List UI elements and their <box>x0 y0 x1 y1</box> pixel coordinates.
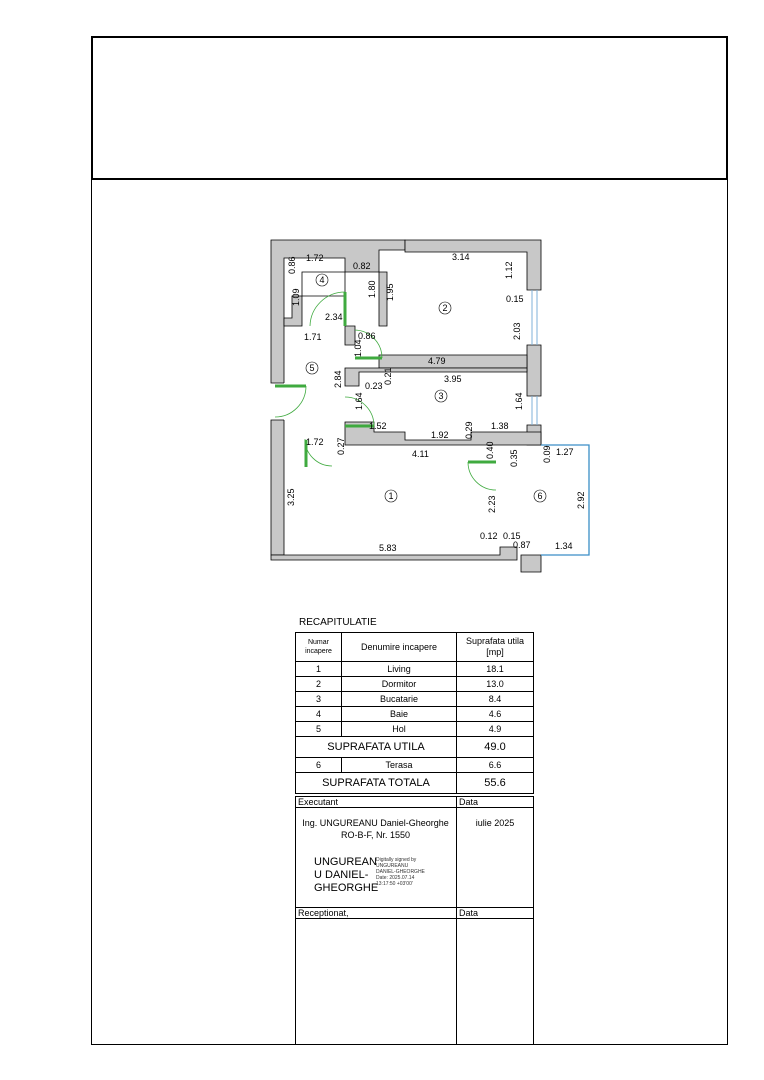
dim-label: 0.86 <box>287 256 297 274</box>
room-nr: 6 <box>296 758 342 773</box>
dim-label: 0.23 <box>365 381 383 391</box>
room-area: 6.6 <box>457 758 534 773</box>
room-area: 18.1 <box>457 662 534 677</box>
dim-label: 3.25 <box>286 488 296 506</box>
table-row <box>296 722 534 737</box>
room-nr: 1 <box>296 662 342 677</box>
walls <box>271 240 541 572</box>
dim-label: 0.86 <box>358 331 376 341</box>
dim-label: 0.35 <box>509 449 519 467</box>
util-total-row <box>296 737 534 758</box>
recap-table <box>295 632 534 794</box>
room-name: Terasa <box>342 758 457 773</box>
dim-label: 3.14 <box>452 252 470 262</box>
data-label: Data <box>459 797 479 807</box>
dim-label: 2.92 <box>576 491 586 509</box>
table-row <box>296 707 534 722</box>
date-value: iulie 2025 <box>475 818 515 828</box>
signer-name-line: UNGUREAN <box>314 856 377 868</box>
dim-label: 1.80 <box>367 280 377 298</box>
header-name: Denumire incapere <box>342 633 457 662</box>
room-area: 4.6 <box>457 707 534 722</box>
dim-label: 0.82 <box>353 261 371 271</box>
receptionat-label: Receptionat, <box>298 908 349 918</box>
dim-label: 2.23 <box>487 495 497 513</box>
dim-label: 1.52 <box>369 421 387 431</box>
table-row <box>296 677 534 692</box>
dim-label: 1.64 <box>354 392 364 410</box>
dim-label: 1.71 <box>304 332 322 342</box>
room-name: Baie <box>342 707 457 722</box>
room-nr: 2 <box>296 677 342 692</box>
recap-title: RECAPITULATIE <box>299 617 377 628</box>
room-number-3: 3 <box>438 391 444 401</box>
signer-name-line: GHEORGHE <box>314 882 379 894</box>
dim-label: 0.27 <box>336 437 346 455</box>
header-area: Suprafata utila [mp] <box>457 633 534 662</box>
grand-total-row <box>296 773 534 794</box>
dim-label: 0.09 <box>542 445 552 463</box>
signature-block <box>295 796 534 1045</box>
room-number-2: 2 <box>442 303 448 313</box>
dim-label: 1.04 <box>353 339 363 357</box>
room-area: 8.4 <box>457 692 534 707</box>
room-nr: 5 <box>296 722 342 737</box>
dimension-labels <box>286 252 586 553</box>
digital-signature-line: Digitally signed by <box>376 857 417 863</box>
room-name: Hol <box>342 722 457 737</box>
dim-label: 0.40 <box>485 441 495 459</box>
room-number-5: 5 <box>309 363 315 373</box>
dim-label: 0.15 <box>506 294 524 304</box>
util-value: 49.0 <box>457 737 534 758</box>
dim-label: 1.38 <box>491 421 509 431</box>
digital-signature-line: UNGUREANU <box>376 863 409 869</box>
room-number-1: 1 <box>388 491 394 501</box>
table-row <box>296 662 534 677</box>
table-row <box>296 692 534 707</box>
digital-signature-line: DANIEL-GHEORGHE <box>376 869 425 875</box>
dim-label: 1.34 <box>555 541 573 551</box>
room-number-4: 4 <box>319 275 325 285</box>
digital-signature-line: Date: 2025.07.14 <box>376 875 415 881</box>
total-value: 55.6 <box>457 773 534 794</box>
total-label: SUPRAFATA TOTALA <box>296 773 457 794</box>
room-number-6: 6 <box>537 491 543 501</box>
divider <box>533 796 534 1045</box>
signer-name-line: U DANIEL- <box>314 869 369 881</box>
room-name: Dormitor <box>342 677 457 692</box>
dim-label: 2.03 <box>512 322 522 340</box>
room-nr: 3 <box>296 692 342 707</box>
dim-label: 1.09 <box>291 288 301 306</box>
dim-label: 1.27 <box>556 447 574 457</box>
engineer-name: Ing. UNGUREANU Daniel-Gheorghe <box>302 818 449 828</box>
dim-label: 4.79 <box>428 356 446 366</box>
dim-label: 1.95 <box>385 283 395 301</box>
dim-label: 1.72 <box>306 437 324 447</box>
table-header-row <box>296 633 534 662</box>
room-name: Living <box>342 662 457 677</box>
dim-label: 5.83 <box>379 543 397 553</box>
header-nr: Numar incapere <box>296 633 342 662</box>
dim-label: 1.64 <box>514 392 524 410</box>
divider <box>295 918 534 919</box>
dim-label: 4.11 <box>412 449 429 459</box>
dim-label: 1.92 <box>431 430 449 440</box>
dim-label: 2.34 <box>325 312 343 322</box>
dim-label: 0.15 <box>503 531 521 541</box>
dim-label: 0.12 <box>480 531 498 541</box>
dim-label: 3.95 <box>444 374 462 384</box>
divider <box>295 807 534 808</box>
divider <box>456 796 457 1045</box>
engineer-license: RO-B-F, Nr. 1550 <box>340 830 411 840</box>
dim-label: 0.87 <box>513 540 531 550</box>
table-row <box>296 758 534 773</box>
dim-label: 2.84 <box>333 370 343 388</box>
util-label: SUPRAFATA UTILA <box>296 737 457 758</box>
room-area: 4.9 <box>457 722 534 737</box>
data-label-2: Data <box>459 908 479 918</box>
dim-label: 1.72 <box>306 253 324 263</box>
room-name: Bucatarie <box>342 692 457 707</box>
dim-label: 0.21 <box>383 367 393 385</box>
digital-signature-line: 13:17:50 +03'00' <box>376 881 413 887</box>
room-area: 13.0 <box>457 677 534 692</box>
dim-label: 0.29 <box>464 421 474 439</box>
executant-label: Executant <box>298 797 339 807</box>
divider <box>295 1044 534 1045</box>
room-nr: 4 <box>296 707 342 722</box>
dim-label: 1.12 <box>504 261 514 279</box>
